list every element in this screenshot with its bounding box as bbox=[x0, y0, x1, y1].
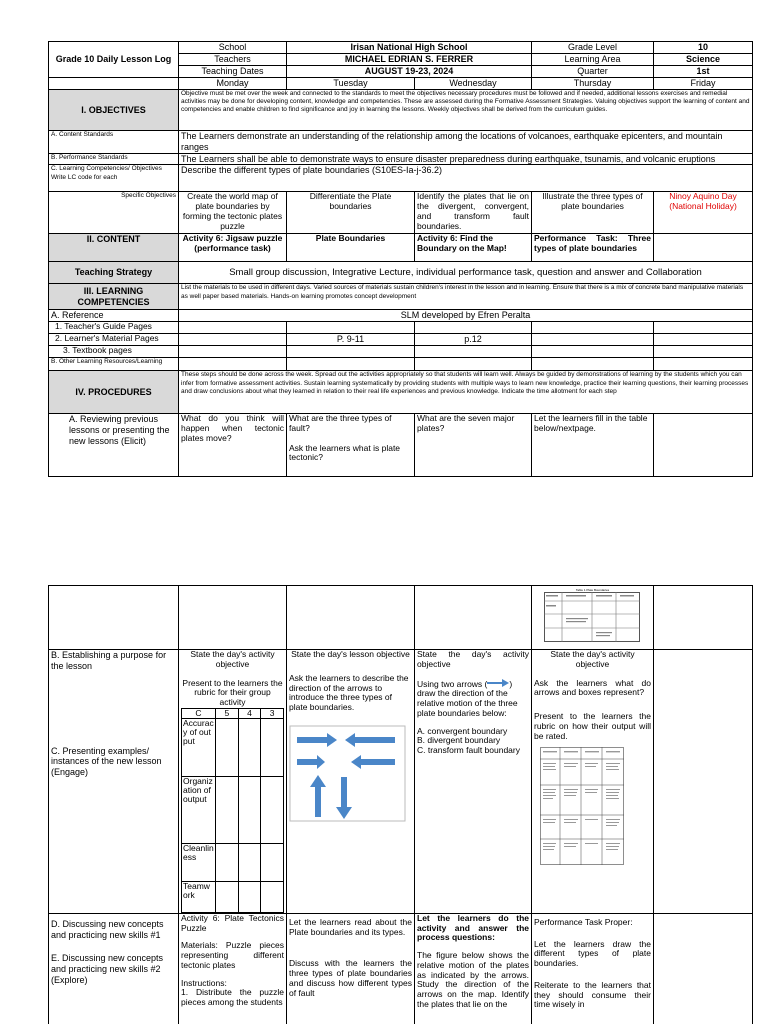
content-standards-label: A. Content Standards bbox=[49, 131, 179, 154]
day-wednesday: Wednesday bbox=[415, 78, 532, 90]
objectives-intro: Objective must be met over the week and connected to the standards to meet the objectives necessary procedures must be followed and if needed, additional lessons exercises and remedial activities may be done for developing content, knowledge and competencies. These are assessed during the Formative Assessment Strategies. Valuing objectives support the learning of content and competencies and enable children to find significance and joy in learning the lessons. Weekly objectives shall be derived from the curriculum guides. bbox=[179, 90, 753, 131]
grade-label: Grade Level bbox=[532, 42, 654, 54]
procedure-de-thursday bbox=[532, 913, 654, 1024]
specific-objectives-label: Specific Objectives bbox=[49, 192, 179, 234]
lm-thursday bbox=[532, 334, 654, 346]
procedure-de-tuesday bbox=[287, 913, 415, 1024]
log-title: Grade 10 Daily Lesson Log bbox=[49, 42, 179, 78]
carry-label bbox=[49, 586, 179, 650]
teachers-guide-label: 1. Teacher's Guide Pages bbox=[49, 322, 179, 334]
rubric-head-4: 4 bbox=[238, 708, 261, 718]
dates-value: AUGUST 19-23, 2024 bbox=[287, 66, 532, 78]
school-label: School bbox=[179, 42, 287, 54]
performance-standards-text: The Learners shall be able to demonstrate ways to ensure disaster preparedness during earthquake, tsunamis, and volcanic eruptions bbox=[179, 153, 753, 165]
specific-objective-monday: Create the world map of plate boundaries by forming the tectonic plates puzzle bbox=[179, 192, 287, 234]
procedure-bc-monday bbox=[179, 650, 287, 914]
procedure-d-label: D. Discussing new concepts and practicing new skills #1 bbox=[51, 918, 164, 940]
or-monday bbox=[179, 358, 287, 371]
content-heading: II. CONTENT bbox=[49, 234, 179, 262]
wednesday-figure-instruction: The figure below shows the relative motion of the plates as indicated by the arrows. Study the direction of the arrows on the map. Identify the plates that lie on the bbox=[417, 950, 529, 1009]
tg-tuesday bbox=[287, 322, 415, 334]
puzzle-materials: Materials: Puzzle pieces representing different tectonic plates bbox=[181, 940, 284, 970]
carry-friday bbox=[654, 586, 753, 650]
specific-objective-tuesday: Differentiate the Plate boundaries bbox=[287, 192, 415, 234]
day-tuesday: Tuesday bbox=[287, 78, 415, 90]
competencies-text: Describe the different types of plate boundaries (S10ES-Ia-j-36.2) bbox=[179, 165, 753, 192]
lm-tuesday: P. 9-11 bbox=[287, 334, 415, 346]
or-tuesday bbox=[287, 358, 415, 371]
procedure-a-label: A. Reviewing previous lessons or presenting the new lessons (Elicit) bbox=[49, 414, 179, 477]
procedure-a-friday bbox=[654, 414, 753, 477]
textbook-pages-label: 3. Textbook pages bbox=[49, 346, 179, 358]
rubric-row-accuracy: Accuracy of output bbox=[182, 718, 216, 776]
carry-monday bbox=[179, 586, 287, 650]
lm-friday bbox=[654, 334, 753, 346]
teachers-label: Teachers bbox=[179, 54, 287, 66]
day-monday: Monday bbox=[179, 78, 287, 90]
thursday-question: Ask the learners what do arrows and boxes represent? bbox=[534, 677, 651, 698]
content-standards-text: The Learners demonstrate an understanding of the relationship among the locations of volcanoes, earthquake epicenters, and mountain ranges bbox=[179, 131, 753, 154]
objectives-heading: I. OBJECTIVES bbox=[49, 90, 179, 131]
specific-objective-thursday: Illustrate the three types of plate boundaries bbox=[532, 192, 654, 234]
boundary-list bbox=[417, 727, 529, 756]
content-friday bbox=[654, 234, 753, 262]
wednesday-activity-task: Let the learners do the activity and answer the process questions: bbox=[417, 913, 529, 943]
rubric-head-criteria: C bbox=[182, 708, 216, 718]
tb-thursday bbox=[532, 346, 654, 358]
lesson-log-table-page2 bbox=[48, 585, 753, 1024]
puzzle-instruction-1: 1. Distribute the puzzle pieces among the students bbox=[181, 987, 284, 1008]
quarter-value: 1st bbox=[654, 66, 753, 78]
procedure-a-thursday: Let the learners fill in the table below/nextpage. bbox=[532, 414, 654, 477]
teaching-strategy-label: Teaching Strategy bbox=[49, 262, 179, 284]
procedure-a-wednesday: What are the seven major plates? bbox=[415, 414, 532, 477]
tuesday-objective-title: State the day's lesson objective bbox=[291, 649, 410, 659]
day-corner bbox=[49, 78, 179, 90]
procedure-b-label: B. Establishing a purpose for the lesson bbox=[51, 650, 167, 671]
or-thursday bbox=[532, 358, 654, 371]
wednesday-instruction-part2: ) draw the direction of the relative motion of the three plate boundaries below: bbox=[417, 678, 518, 718]
monday-objective-title: State the day's activity objective bbox=[190, 649, 275, 669]
tb-friday bbox=[654, 346, 753, 358]
arrow-direction-figure bbox=[289, 725, 407, 823]
procedure-e-label: E. Discussing new concepts and practicing new skills #2 (Explore) bbox=[51, 953, 164, 985]
teaching-strategy-text: Small group discussion, Integrative Lecture, individual performance task, question and answer and Collaboration bbox=[179, 262, 753, 284]
procedure-bc-friday bbox=[654, 650, 753, 914]
wednesday-arrow-instruction bbox=[417, 679, 529, 719]
learners-material-label: 2. Learner's Material Pages bbox=[49, 334, 179, 346]
thursday-objective-title: State the day's activity objective bbox=[550, 649, 635, 669]
puzzle-instructions-label: Instructions: bbox=[181, 977, 227, 988]
performance-rubric-image bbox=[540, 747, 624, 865]
rubric-row-teamwork: Teamwork bbox=[182, 881, 216, 912]
tb-monday bbox=[179, 346, 287, 358]
competencies-label: C. Learning Competencies/ Objectives Write LC code for each bbox=[49, 165, 179, 192]
mini-plate-table-title: Table 1 Plate Boundaries bbox=[575, 588, 610, 592]
mini-plate-table-image bbox=[544, 592, 640, 642]
lesson-log-table-page1 bbox=[48, 41, 753, 477]
tg-monday bbox=[179, 322, 287, 334]
wednesday-instruction-part1: Using two arrows ( bbox=[417, 678, 488, 689]
grade-value: 10 bbox=[654, 42, 753, 54]
other-resources-label: B. Other Learning Resources/Learning bbox=[49, 358, 179, 371]
rubric-row-cleanliness: Cleanliness bbox=[182, 843, 216, 881]
procedure-a-tuesday: What are the three types of fault? Ask the learners what is plate tectonic? bbox=[287, 414, 415, 477]
day-friday: Friday bbox=[654, 78, 753, 90]
area-label: Learning Area bbox=[532, 54, 654, 66]
boundary-item-transform: C. transform fault boundary bbox=[417, 745, 520, 756]
procedure-bc-tuesday bbox=[287, 650, 415, 914]
lm-monday bbox=[179, 334, 287, 346]
specific-objective-wednesday: Identify the plates that lie on the divergent, convergent, and transform fault boundaries. bbox=[415, 192, 532, 234]
group-rubric-table bbox=[181, 708, 284, 913]
procedures-intro: These steps should be done across the week. Spread out the activities appropriately so that students will learn well. Always be guided by demonstrations of learning by the students which you can infer from formative assessment activities. Sustain learning systematically by providing students with multiple ways to learn new knowledge, practice their learning questions, their learning processes and draw conclusions about what they learned in relation to their real life experiences and previous knowledge. Indicate the time allotment for each step bbox=[179, 371, 753, 414]
content-monday: Activity 6: Jigsaw puzzle (performance task) bbox=[179, 234, 287, 262]
tb-wednesday bbox=[415, 346, 532, 358]
day-thursday: Thursday bbox=[532, 78, 654, 90]
boundary-item-divergent: B. divergent boundary bbox=[417, 735, 501, 746]
tg-thursday bbox=[532, 322, 654, 334]
rubric-head-5: 5 bbox=[216, 708, 239, 718]
procedure-a-monday: What do you think will happen when tectonic plates move? bbox=[179, 414, 287, 477]
tb-tuesday bbox=[287, 346, 415, 358]
performance-task-instruction: Let the learners draw the different types of plate boundaries. bbox=[534, 938, 651, 969]
tuesday-reading-task: Let the learners read about the Plate boundaries and its types. bbox=[289, 916, 412, 937]
boundary-item-convergent: A. convergent boundary bbox=[417, 725, 508, 736]
small-arrow-icon bbox=[487, 679, 509, 687]
school-value: Irisan National High School bbox=[287, 42, 532, 54]
procedure-bc-labels bbox=[49, 650, 179, 914]
carry-thursday bbox=[532, 586, 654, 650]
rubric-intro: Present to the learners the rubric for their group activity bbox=[182, 677, 283, 708]
content-wednesday: Activity 6: Find the Boundary on the Map! bbox=[415, 234, 532, 262]
rubric-head-3: 3 bbox=[261, 708, 284, 718]
puzzle-activity-title: Activity 6: Plate Tectonics Puzzle bbox=[181, 913, 284, 933]
rubric-row-organization: Organization of output bbox=[182, 776, 216, 843]
tg-wednesday bbox=[415, 322, 532, 334]
tuesday-arrow-question: Ask the learners to describe the direction of the arrows to introduce the three types of plate boundaries. bbox=[289, 672, 409, 713]
procedure-c-label: C. Presenting examples/ instances of the new lesson (Engage) bbox=[51, 745, 162, 778]
tg-friday bbox=[654, 322, 753, 334]
procedure-de-wednesday bbox=[415, 913, 532, 1024]
performance-task-reminder: Reiterate to the learners that they should consume their time wisely in bbox=[534, 979, 651, 1010]
procedure-bc-thursday bbox=[532, 650, 654, 914]
performance-task-title: Performance Task Proper: bbox=[534, 916, 633, 927]
learning-resources-intro: List the materials to be used in different days. Varied sources of materials sustain children's interest in the lesson and in learning. Ensure that there is a mix of concrete band manipulative materials as well paper based materials. Hands-on learning promotes concept development bbox=[179, 284, 753, 310]
procedures-heading: IV. PROCEDURES bbox=[49, 371, 179, 414]
reference-label: A. Reference bbox=[49, 310, 179, 322]
procedure-de-friday bbox=[654, 913, 753, 1024]
thursday-rubric-intro: Present to the learners the rubric on how their output will be rated. bbox=[534, 711, 651, 741]
quarter-label: Quarter bbox=[532, 66, 654, 78]
procedure-bc-wednesday bbox=[415, 650, 532, 914]
wednesday-objective-title: State the day's activity objective bbox=[417, 649, 529, 669]
procedure-de-monday bbox=[179, 913, 287, 1024]
or-wednesday bbox=[415, 358, 532, 371]
reference-text: SLM developed by Efren Peralta bbox=[179, 310, 753, 322]
or-friday bbox=[654, 358, 753, 371]
content-thursday: Performance Task: Three types of plate boundaries bbox=[532, 234, 654, 262]
teacher-value: MICHAEL EDRIAN S. FERRER bbox=[287, 54, 532, 66]
dates-label: Teaching Dates bbox=[179, 66, 287, 78]
tuesday-discussion: Discuss with the learners the three types of plate boundaries and discuss how different types of fault bbox=[289, 958, 412, 998]
performance-standards-label: B. Performance Standards bbox=[49, 153, 179, 165]
area-value: Science bbox=[654, 54, 753, 66]
mini-plate-table bbox=[544, 588, 641, 647]
content-tuesday: Plate Boundaries bbox=[287, 234, 415, 262]
specific-objective-friday: Ninoy Aquino Day (National Holiday) bbox=[654, 192, 753, 234]
learning-resources-heading: III. LEARNING COMPETENCIES bbox=[49, 284, 179, 310]
carry-wednesday bbox=[415, 586, 532, 650]
lm-wednesday: p.12 bbox=[415, 334, 532, 346]
carry-tuesday bbox=[287, 586, 415, 650]
procedure-de-labels bbox=[49, 913, 179, 1024]
